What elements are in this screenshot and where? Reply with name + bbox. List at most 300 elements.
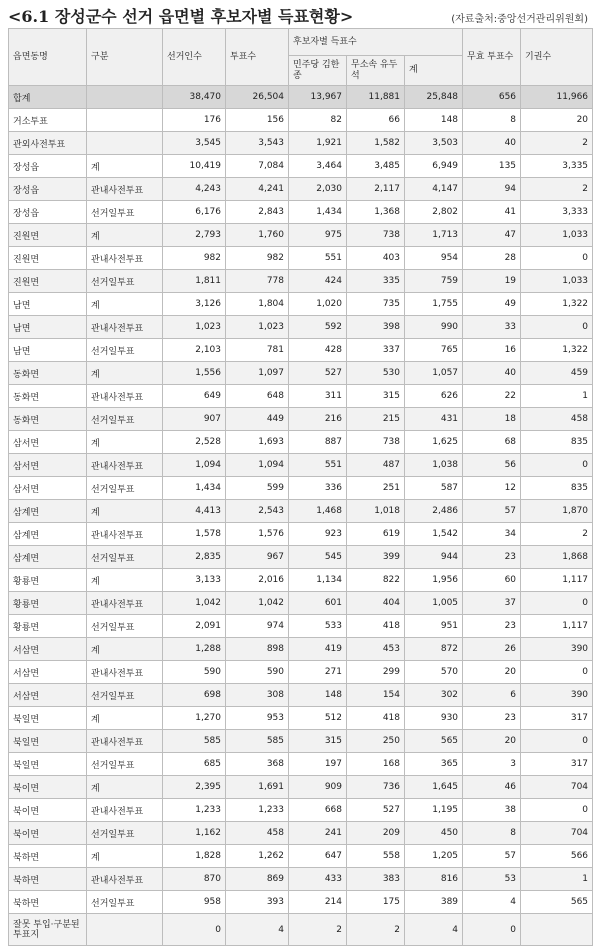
table-row (9, 638, 593, 661)
cell-type: 선거일투표 (87, 477, 163, 500)
cell-abstain: 0 (521, 799, 593, 822)
cell-cand1: 148 (289, 684, 347, 707)
cell-type: 관내사전투표 (87, 385, 163, 408)
cell-invalid: 41 (463, 201, 521, 224)
cell-electors: 1,042 (163, 592, 226, 615)
cell-cand2: 453 (347, 638, 405, 661)
cell-cand-total: 759 (405, 270, 463, 293)
cell-area: 북일면 (9, 730, 87, 753)
cell-electors: 698 (163, 684, 226, 707)
cell-cand-total: 1,542 (405, 523, 463, 546)
cell-cand1: 512 (289, 707, 347, 730)
cell-invalid: 22 (463, 385, 521, 408)
table-row (9, 592, 593, 615)
cell-cand1: 197 (289, 753, 347, 776)
cell-abstain: 317 (521, 753, 593, 776)
cell-invalid: 68 (463, 431, 521, 454)
cell-cand2: 418 (347, 707, 405, 730)
cell-type: 관내사전투표 (87, 247, 163, 270)
cell-invalid: 19 (463, 270, 521, 293)
cell-cand1: 551 (289, 454, 347, 477)
cell-type: 계 (87, 293, 163, 316)
cell-electors: 1,162 (163, 822, 226, 845)
cell-cand2: 251 (347, 477, 405, 500)
cell-cand-total: 1,645 (405, 776, 463, 799)
cell-cand2: 383 (347, 868, 405, 891)
cell-type: 계 (87, 155, 163, 178)
cell-cand1: 1,468 (289, 500, 347, 523)
cell-electors: 1,288 (163, 638, 226, 661)
col-header-votes: 투표수 (226, 29, 289, 86)
cell-abstain: 835 (521, 431, 593, 454)
cell-votes: 869 (226, 868, 289, 891)
table-row (9, 408, 593, 431)
cell-electors: 0 (163, 914, 226, 946)
cell-type: 관내사전투표 (87, 454, 163, 477)
cell-area: 남면 (9, 293, 87, 316)
cell-cand1: 545 (289, 546, 347, 569)
cell-cand-total: 1,956 (405, 569, 463, 592)
cell-cand1: 975 (289, 224, 347, 247)
cell-electors: 649 (163, 385, 226, 408)
cell-cand2: 735 (347, 293, 405, 316)
cell-invalid: 26 (463, 638, 521, 661)
cell-cand-total: 1,005 (405, 592, 463, 615)
cell-type: 선거일투표 (87, 684, 163, 707)
cell-area: 진원면 (9, 270, 87, 293)
cell-area: 삼서면 (9, 431, 87, 454)
cell-electors: 3,545 (163, 132, 226, 155)
cell-cand2: 487 (347, 454, 405, 477)
cell-cand2: 299 (347, 661, 405, 684)
cell-abstain: 1,033 (521, 224, 593, 247)
cell-abstain: 0 (521, 247, 593, 270)
table-row (9, 201, 593, 224)
cell-cand-total: 4 (405, 914, 463, 946)
cell-electors: 1,233 (163, 799, 226, 822)
cell-cand2: 399 (347, 546, 405, 569)
cell-type: 계 (87, 776, 163, 799)
col-header-invalid: 무효 투표수 (463, 29, 521, 86)
cell-abstain: 2 (521, 523, 593, 546)
cell-area: 북이면 (9, 776, 87, 799)
cell-votes: 781 (226, 339, 289, 362)
table-row (9, 293, 593, 316)
cell-cand1: 315 (289, 730, 347, 753)
cell-abstain: 1 (521, 385, 593, 408)
cell-cand1: 668 (289, 799, 347, 822)
table-row (9, 822, 593, 845)
cell-votes: 778 (226, 270, 289, 293)
cell-cand1: 419 (289, 638, 347, 661)
cell-invalid: 3 (463, 753, 521, 776)
table-row (9, 799, 593, 822)
cell-invalid: 20 (463, 661, 521, 684)
cell-cand1: 647 (289, 845, 347, 868)
cell-electors: 2,395 (163, 776, 226, 799)
cell-votes: 1,804 (226, 293, 289, 316)
cell-invalid: 28 (463, 247, 521, 270)
cell-cand-total: 431 (405, 408, 463, 431)
cell-abstain: 1 (521, 868, 593, 891)
cell-cand2: 736 (347, 776, 405, 799)
cell-abstain: 3,335 (521, 155, 593, 178)
cell-area: 북일면 (9, 753, 87, 776)
cell-votes: 458 (226, 822, 289, 845)
cell-cand2: 2,117 (347, 178, 405, 201)
cell-abstain: 2 (521, 178, 593, 201)
cell-invalid: 94 (463, 178, 521, 201)
cell-votes: 1,042 (226, 592, 289, 615)
cell-abstain: 704 (521, 776, 593, 799)
cell-votes: 953 (226, 707, 289, 730)
cell-abstain: 0 (521, 592, 593, 615)
cell-invalid: 49 (463, 293, 521, 316)
cell-invalid: 57 (463, 845, 521, 868)
cell-electors: 982 (163, 247, 226, 270)
cell-type: 선거일투표 (87, 822, 163, 845)
cell-cand1: 533 (289, 615, 347, 638)
cell-cand1: 1,134 (289, 569, 347, 592)
cell-votes: 590 (226, 661, 289, 684)
cell-type: 계 (87, 362, 163, 385)
cell-type: 관내사전투표 (87, 799, 163, 822)
cell-votes: 967 (226, 546, 289, 569)
cell-type: 관내사전투표 (87, 730, 163, 753)
cell-cand1: 592 (289, 316, 347, 339)
cell-cand2: 738 (347, 431, 405, 454)
cell-cand-total: 1,713 (405, 224, 463, 247)
cell-electors: 1,828 (163, 845, 226, 868)
cell-area: 진원면 (9, 224, 87, 247)
source-note: (자료출처:중앙선거관리위원회) (451, 14, 588, 25)
cell-cand-total: 2,802 (405, 201, 463, 224)
cell-abstain: 835 (521, 477, 593, 500)
cell-type: 선거일투표 (87, 201, 163, 224)
cell-cand1: 2,030 (289, 178, 347, 201)
cell-electors: 1,094 (163, 454, 226, 477)
cell-invalid: 4 (463, 891, 521, 914)
cell-cand-total: 587 (405, 477, 463, 500)
cell-invalid: 8 (463, 822, 521, 845)
cell-electors: 1,434 (163, 477, 226, 500)
cell-cand-total: 816 (405, 868, 463, 891)
cell-cand1: 551 (289, 247, 347, 270)
cell-invalid: 23 (463, 707, 521, 730)
cell-cand-total: 565 (405, 730, 463, 753)
cell-area: 서삼면 (9, 661, 87, 684)
cell-cand2: 822 (347, 569, 405, 592)
cell-type: 계 (87, 638, 163, 661)
cell-invalid: 38 (463, 799, 521, 822)
cell-cand2: 404 (347, 592, 405, 615)
cell-abstain: 11,966 (521, 86, 593, 109)
cell-cand2: 2 (347, 914, 405, 946)
cell-abstain: 317 (521, 707, 593, 730)
table-row (9, 224, 593, 247)
cell-cand2: 168 (347, 753, 405, 776)
cell-invalid: 46 (463, 776, 521, 799)
cell-electors: 907 (163, 408, 226, 431)
cell-invalid: 0 (463, 914, 521, 946)
table-row (9, 362, 593, 385)
cell-invalid: 53 (463, 868, 521, 891)
cell-votes: 3,543 (226, 132, 289, 155)
table-row (9, 431, 593, 454)
cell-cand-total: 951 (405, 615, 463, 638)
cell-votes: 2,016 (226, 569, 289, 592)
cell-electors: 3,126 (163, 293, 226, 316)
cell-votes: 585 (226, 730, 289, 753)
table-row (9, 523, 593, 546)
cell-type: 선거일투표 (87, 891, 163, 914)
cell-type: 선거일투표 (87, 408, 163, 431)
cell-abstain: 1,033 (521, 270, 593, 293)
cell-area: 북하면 (9, 891, 87, 914)
cell-cand1: 601 (289, 592, 347, 615)
cell-cand1: 82 (289, 109, 347, 132)
table-row (9, 753, 593, 776)
cell-area: 서삼면 (9, 684, 87, 707)
col-header-type: 구분 (87, 29, 163, 86)
cell-electors: 1,270 (163, 707, 226, 730)
cell-cand-total: 626 (405, 385, 463, 408)
cell-cand2: 619 (347, 523, 405, 546)
cell-electors: 176 (163, 109, 226, 132)
cell-area: 삼계면 (9, 523, 87, 546)
table-row (9, 914, 593, 946)
cell-votes: 393 (226, 891, 289, 914)
cell-abstain (521, 914, 593, 946)
cell-electors: 1,556 (163, 362, 226, 385)
cell-invalid: 34 (463, 523, 521, 546)
cell-cand2: 337 (347, 339, 405, 362)
cell-cand-total: 25,848 (405, 86, 463, 109)
cell-area: 동화면 (9, 385, 87, 408)
cell-cand2: 175 (347, 891, 405, 914)
cell-cand2: 154 (347, 684, 405, 707)
cell-votes: 1,233 (226, 799, 289, 822)
table-row (9, 868, 593, 891)
cell-electors: 6,176 (163, 201, 226, 224)
cell-invalid: 6 (463, 684, 521, 707)
cell-votes: 156 (226, 109, 289, 132)
cell-votes: 449 (226, 408, 289, 431)
cell-cand-total: 944 (405, 546, 463, 569)
table-row (9, 339, 593, 362)
cell-area: 장성읍 (9, 178, 87, 201)
cell-area: 장성읍 (9, 155, 87, 178)
page-title: <6.1 장성군수 선거 읍면별 후보자별 득표현황> (8, 7, 354, 26)
cell-cand2: 1,582 (347, 132, 405, 155)
cell-cand2: 209 (347, 822, 405, 845)
table-body (9, 86, 593, 946)
cell-abstain: 390 (521, 638, 593, 661)
cell-abstain: 0 (521, 454, 593, 477)
table-row (9, 132, 593, 155)
cell-cand2: 11,881 (347, 86, 405, 109)
cell-votes: 648 (226, 385, 289, 408)
cell-area: 삼계면 (9, 500, 87, 523)
cell-cand-total: 872 (405, 638, 463, 661)
cell-invalid: 40 (463, 362, 521, 385)
cell-cand1: 2 (289, 914, 347, 946)
cell-abstain: 0 (521, 730, 593, 753)
cell-votes: 982 (226, 247, 289, 270)
cell-area: 황룡면 (9, 592, 87, 615)
cell-cand-total: 930 (405, 707, 463, 730)
cell-cand2: 527 (347, 799, 405, 822)
cell-area: 진원면 (9, 247, 87, 270)
cell-invalid: 60 (463, 569, 521, 592)
cell-area: 남면 (9, 339, 87, 362)
cell-area: 관외사전투표 (9, 132, 87, 155)
table-row (9, 615, 593, 638)
cell-electors: 2,835 (163, 546, 226, 569)
cell-votes: 368 (226, 753, 289, 776)
cell-abstain: 3,333 (521, 201, 593, 224)
cell-electors: 1,578 (163, 523, 226, 546)
cell-cand-total: 3,503 (405, 132, 463, 155)
cell-cand1: 241 (289, 822, 347, 845)
cell-type: 관내사전투표 (87, 868, 163, 891)
cell-area: 서삼면 (9, 638, 87, 661)
cell-abstain: 20 (521, 109, 593, 132)
cell-area: 북하면 (9, 868, 87, 891)
cell-area: 삼계면 (9, 546, 87, 569)
cell-electors: 2,528 (163, 431, 226, 454)
table-row (9, 454, 593, 477)
table-row (9, 109, 593, 132)
cell-votes: 1,094 (226, 454, 289, 477)
cell-abstain: 1,870 (521, 500, 593, 523)
cell-cand1: 214 (289, 891, 347, 914)
cell-votes: 974 (226, 615, 289, 638)
cell-area: 장성읍 (9, 201, 87, 224)
cell-cand-total: 990 (405, 316, 463, 339)
col-header-cand-total: 계 (405, 56, 463, 86)
cell-votes: 26,504 (226, 86, 289, 109)
table-row (9, 684, 593, 707)
cell-abstain: 459 (521, 362, 593, 385)
cell-cand1: 1,434 (289, 201, 347, 224)
cell-cand1: 1,020 (289, 293, 347, 316)
cell-abstain: 1,868 (521, 546, 593, 569)
cell-cand2: 398 (347, 316, 405, 339)
table-row (9, 845, 593, 868)
table-row (9, 891, 593, 914)
cell-votes: 898 (226, 638, 289, 661)
cell-type: 계 (87, 845, 163, 868)
cell-cand1: 13,967 (289, 86, 347, 109)
cell-abstain: 1,117 (521, 569, 593, 592)
cell-votes: 1,691 (226, 776, 289, 799)
table-row (9, 385, 593, 408)
cell-electors: 2,793 (163, 224, 226, 247)
cell-invalid: 656 (463, 86, 521, 109)
cell-area: 북이면 (9, 822, 87, 845)
cell-type: 선거일투표 (87, 270, 163, 293)
cell-type: 계 (87, 431, 163, 454)
cell-cand-total: 954 (405, 247, 463, 270)
cell-area: 북일면 (9, 707, 87, 730)
cell-cand-total: 570 (405, 661, 463, 684)
cell-area: 동화면 (9, 362, 87, 385)
cell-invalid: 135 (463, 155, 521, 178)
cell-electors: 10,419 (163, 155, 226, 178)
cell-type: 관내사전투표 (87, 178, 163, 201)
cell-cand1: 216 (289, 408, 347, 431)
cell-electors: 870 (163, 868, 226, 891)
cell-cand1: 527 (289, 362, 347, 385)
table-row (9, 270, 593, 293)
cell-cand2: 250 (347, 730, 405, 753)
cell-type (87, 109, 163, 132)
table-row (9, 569, 593, 592)
table-row (9, 155, 593, 178)
cell-invalid: 8 (463, 109, 521, 132)
cell-area: 황룡면 (9, 569, 87, 592)
cell-votes: 1,693 (226, 431, 289, 454)
col-header-area: 읍면동명 (9, 29, 87, 86)
cell-votes: 2,843 (226, 201, 289, 224)
cell-cand-total: 1,057 (405, 362, 463, 385)
cell-cand2: 738 (347, 224, 405, 247)
cell-electors: 1,023 (163, 316, 226, 339)
cell-cand1: 887 (289, 431, 347, 454)
header-row-1 (9, 29, 593, 56)
cell-type: 선거일투표 (87, 753, 163, 776)
cell-invalid: 23 (463, 615, 521, 638)
cell-cand2: 215 (347, 408, 405, 431)
cell-electors: 2,091 (163, 615, 226, 638)
cell-invalid: 56 (463, 454, 521, 477)
cell-invalid: 33 (463, 316, 521, 339)
cell-cand-total: 1,755 (405, 293, 463, 316)
cell-area: 북이면 (9, 799, 87, 822)
cell-invalid: 23 (463, 546, 521, 569)
cell-votes: 1,576 (226, 523, 289, 546)
cell-abstain: 1,117 (521, 615, 593, 638)
cell-area: 황룡면 (9, 615, 87, 638)
cell-area: 삼서면 (9, 477, 87, 500)
cell-cand1: 909 (289, 776, 347, 799)
col-header-electors: 선거인수 (163, 29, 226, 86)
results-table (8, 28, 593, 946)
cell-type: 선거일투표 (87, 615, 163, 638)
cell-type: 선거일투표 (87, 546, 163, 569)
cell-abstain: 704 (521, 822, 593, 845)
cell-cand-total: 765 (405, 339, 463, 362)
table-row (9, 178, 593, 201)
cell-area: 잘못 투입·구분된 투표지 (9, 914, 87, 946)
table-row (9, 776, 593, 799)
cell-cand1: 271 (289, 661, 347, 684)
cell-electors: 685 (163, 753, 226, 776)
cell-cand1: 3,464 (289, 155, 347, 178)
cell-type: 계 (87, 569, 163, 592)
table-row (9, 247, 593, 270)
cell-area: 동화면 (9, 408, 87, 431)
cell-abstain: 0 (521, 316, 593, 339)
cell-cand-total: 1,195 (405, 799, 463, 822)
cell-area: 삼서면 (9, 454, 87, 477)
cell-invalid: 57 (463, 500, 521, 523)
cell-votes: 599 (226, 477, 289, 500)
cell-cand-total: 450 (405, 822, 463, 845)
cell-votes: 308 (226, 684, 289, 707)
cell-abstain: 566 (521, 845, 593, 868)
